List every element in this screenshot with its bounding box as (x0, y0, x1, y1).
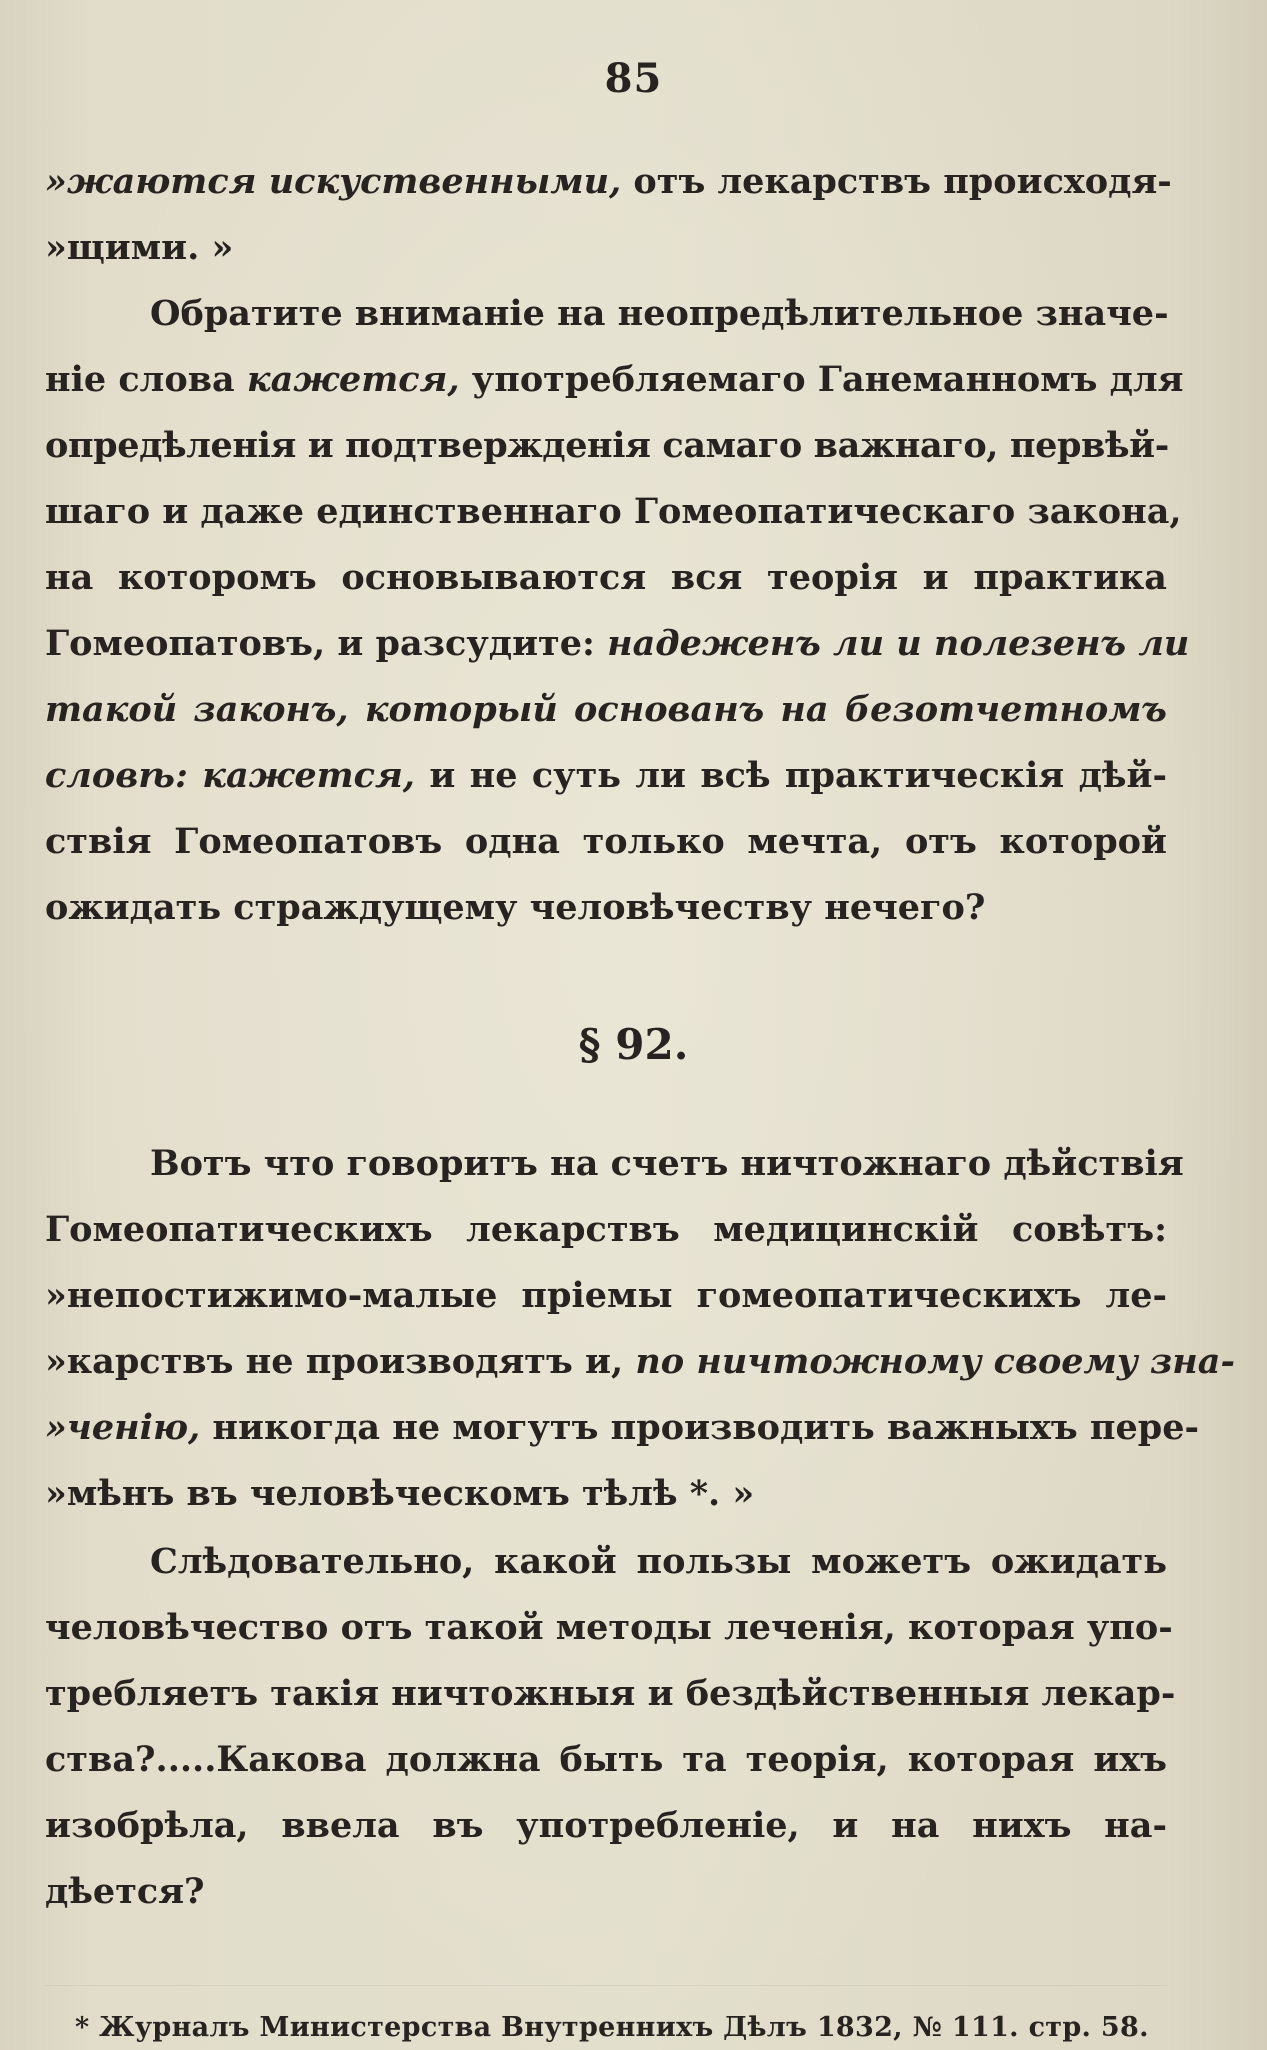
page-number: 85 (604, 55, 663, 102)
text-line: ства?.....Какова должна быть та теорія, которая ихъ (45, 1739, 1167, 1780)
text-line: опредѣленія и подтвержденія самаго важнаго, первѣй- (45, 425, 1169, 466)
text-line: Обратите вниманіе на неопредѣлительное значе- (150, 293, 1169, 334)
text-line: человѣчество отъ такой методы леченія, которая упо- (45, 1607, 1173, 1648)
text-line (45, 358, 1184, 402)
text-span: ніе слова (45, 359, 235, 400)
text-line (45, 1406, 1200, 1450)
text-line (45, 1340, 1236, 1384)
text-span: никогда не могутъ производить важныхъ пере- (212, 1407, 1200, 1448)
text-line: дѣется? (45, 1871, 205, 1912)
text-span: Гомеопатовъ, и разсудите: (45, 623, 595, 664)
text-line: »непостижимо-малые пріемы гомеопатическихъ ле- (45, 1275, 1167, 1316)
italic-phrase: по ничтожному своему зна- (635, 1341, 1236, 1382)
text-span: употребляемаго Ганеманномъ для (471, 359, 1184, 400)
text-line: ствія Гомеопатовъ одна только мечта, отъ которой (45, 821, 1167, 862)
footnote-divider (45, 1985, 1167, 1986)
footnote: * Журналъ Министерства Внутреннихъ Дѣлъ 1832, № 111. стр. 58. (75, 2012, 1149, 2043)
text-line (45, 622, 1190, 666)
text-line: ожидать страждущему человѣчеству нечего? (45, 887, 986, 928)
text-line: шаго и даже единственнаго Гомеопатическаго закона, (45, 491, 1182, 532)
italic-phrase: словѣ: кажется, (45, 755, 415, 796)
italic-phrase: кажется, (246, 359, 460, 400)
text-line: требляетъ такія ничтожныя и бездѣйственныя лекар- (45, 1673, 1176, 1714)
text-line: Гомеопатическихъ лекарствъ медицинскій совѣтъ: (45, 1209, 1167, 1250)
text-line (45, 688, 1167, 732)
text-line (45, 160, 1172, 204)
text-line: Слѣдовательно, какой пользы можетъ ожидать (150, 1541, 1167, 1582)
text-line: изобрѣла, ввела въ употребленіе, и на нихъ на- (45, 1805, 1167, 1846)
text-line: »мѣнъ въ человѣческомъ тѣлѣ *. » (45, 1473, 755, 1514)
text-span: отъ лекарствъ происходя- (633, 161, 1172, 202)
text-line: Вотъ что говоритъ на счетъ ничтожнаго дѣйствія (150, 1143, 1184, 1184)
section-heading: § 92. (578, 1020, 689, 1069)
text-span: »карствъ не производятъ и, (45, 1341, 624, 1382)
italic-phrase: такой законъ, который основанъ на безотчетномъ (45, 689, 1167, 730)
text-line: на которомъ основываются вся теорія и практика (45, 557, 1167, 598)
text-span: и не суть ли всѣ практическія дѣй- (429, 755, 1167, 796)
italic-phrase: »жаются искуственными, (45, 161, 622, 202)
text-line (45, 754, 1167, 798)
italic-phrase: »ченію, (45, 1407, 201, 1448)
text-line: »щими. » (45, 227, 234, 268)
italic-phrase: надеженъ ли и полезенъ ли (607, 623, 1190, 664)
